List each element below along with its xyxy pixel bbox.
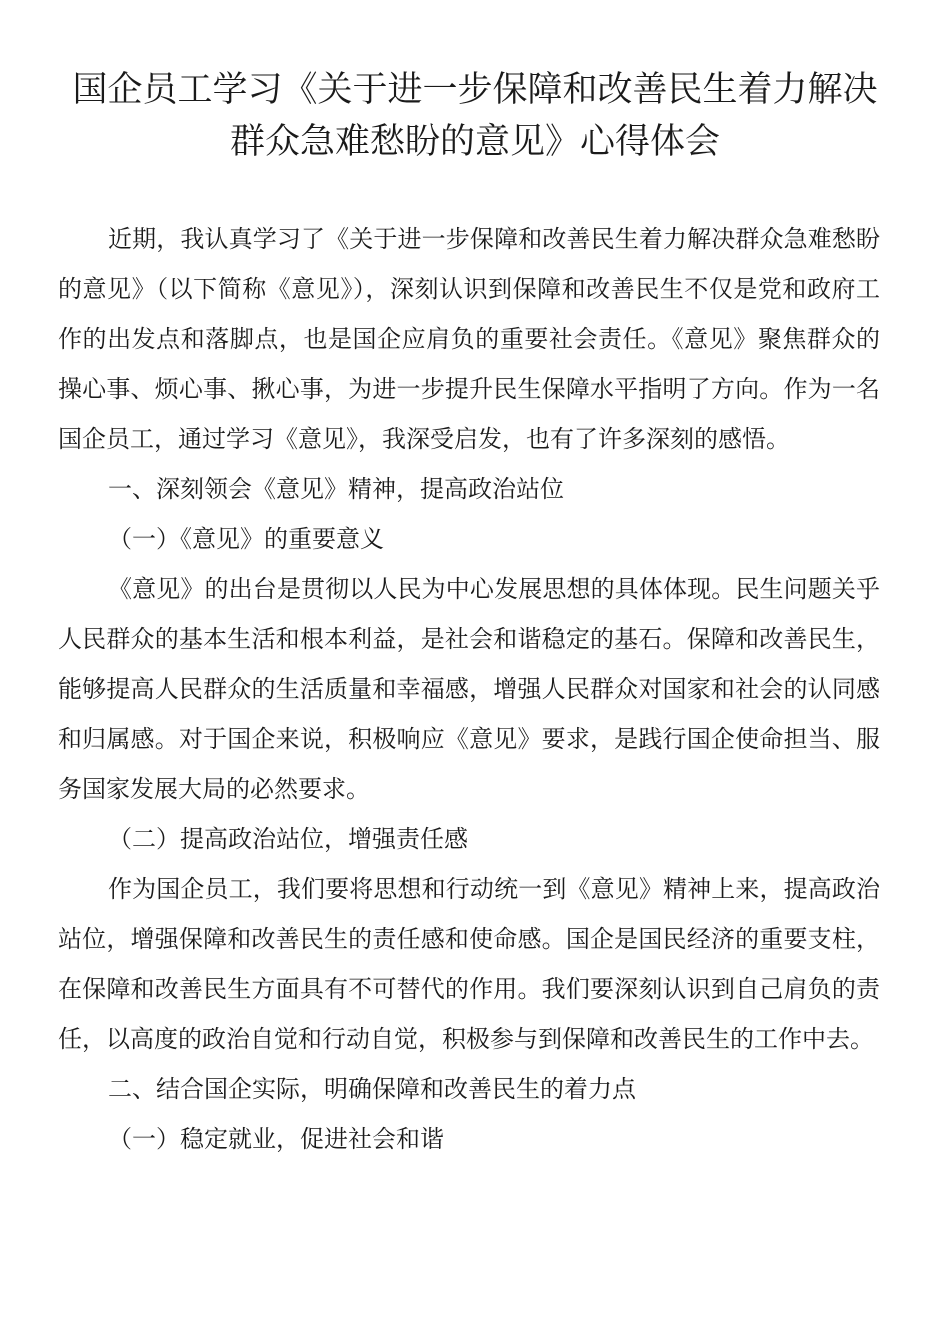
document-title [60, 64, 890, 168]
subsection-heading-1-2: （二）提高政治站位，增强责任感 [108, 825, 468, 853]
section-heading-1: 一、深刻领会《意见》精神，提高政治站位 [108, 475, 564, 503]
subsection-heading-2-1: （一）稳定就业，促进社会和谐 [108, 1125, 444, 1153]
title-line-2: 群众急难愁盼的意见》心得体会 [229, 122, 720, 162]
section-heading-2: 二、结合国企实际，明确保障和改善民生的着力点 [108, 1075, 636, 1103]
body-paragraph-1-1: 《意见》的出台是贯彻以人民为中心发展思想的具体体现。民生问题关乎人民群众的基本生活和根本利益，是社会和谐稳定的基石。保障和改善民生，能够提高人民群众的生活质量和幸福感，增强人民群众对国家和社会的认同感和归属感。对于国企来说，积极响应《意见》要求，是践行国企使命担当、服务国家发展大局的必然要求。 [58, 575, 880, 803]
title-line-1: 国企员工学习《关于进一步保障和改善民生着力解决 [72, 70, 878, 110]
document-body [58, 214, 880, 1164]
intro-paragraph: 近期，我认真学习了《关于进一步保障和改善民生着力解决群众急难愁盼的意见》（以下简称《意见》），深刻认识到保障和改善民生不仅是党和政府工作的出发点和落脚点，也是国企应肩负的重要社会责任。《意见》聚焦群众的操心事、烦心事、揪心事，为进一步提升民生保障水平指明了方向。作为一名国企员工，通过学习《意见》，我深受启发，也有了许多深刻的感悟。 [58, 225, 880, 453]
subsection-heading-1-1: （一）《意见》的重要意义 [108, 525, 384, 553]
body-paragraph-1-2: 作为国企员工，我们要将思想和行动统一到《意见》精神上来，提高政治站位，增强保障和改善民生的责任感和使命感。国企是国民经济的重要支柱，在保障和改善民生方面具有不可替代的作用。我们要深刻认识到自己肩负的责任，以高度的政治自觉和行动自觉，积极参与到保障和改善民生的工作中去。 [58, 875, 880, 1053]
